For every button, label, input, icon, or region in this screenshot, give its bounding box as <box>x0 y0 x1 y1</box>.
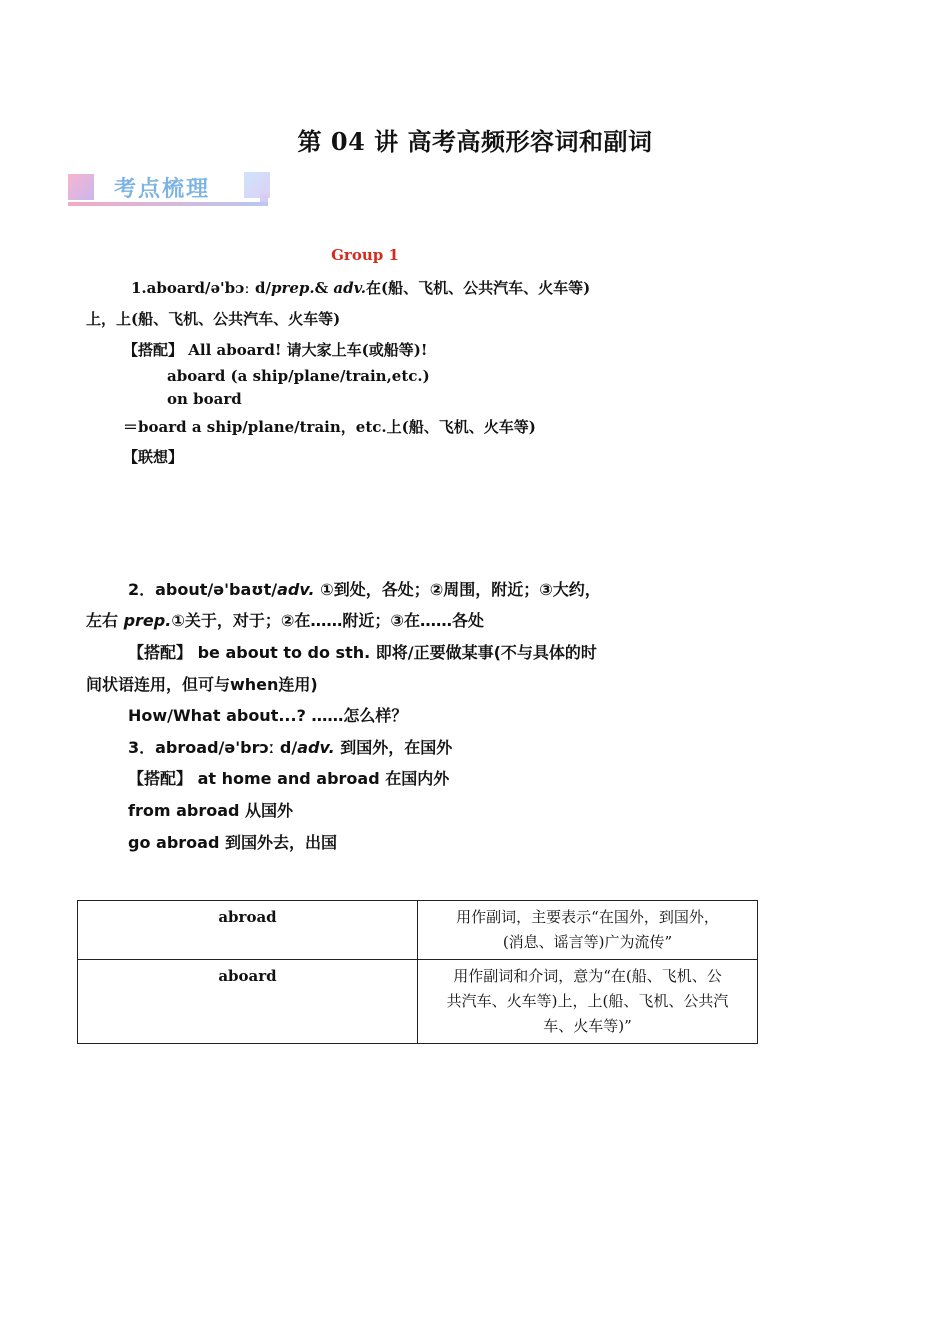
table-row <box>78 901 758 960</box>
group-heading: Group 1 <box>331 246 399 264</box>
banner-decoration-dot <box>260 194 268 202</box>
entry-aboard-association: 【联想】 <box>123 448 184 466</box>
entry-about-collocation: 【搭配】 be about to do sth. 即将/正要做某事(不与具体的时 <box>128 643 597 662</box>
entry-about-collocation-cont: 间状语连用，但可与when连用) <box>86 675 318 694</box>
entry-about-headword: 2．about/ə'baʊt/adv. ①到处，各处；②周围，附近；③大约， <box>128 580 601 599</box>
entry-about-phrase: How/What about...? ……怎么样？ <box>128 706 408 725</box>
entry-aboard-equivalent: ＝board a ship/plane/train，etc.上(船、飞机、火车等) <box>123 418 536 436</box>
entry-abroad-phrase: go abroad 到国外去，出国 <box>128 833 337 852</box>
entry-abroad-phrase: from abroad 从国外 <box>128 801 294 820</box>
banner-decoration-left <box>68 174 94 200</box>
comparison-table <box>77 900 758 1044</box>
entry-aboard-definition-cont: 上，上(船、飞机、公共汽车、火车等) <box>86 310 341 328</box>
table-cell-word: abroad <box>78 901 418 960</box>
section-banner <box>66 170 276 210</box>
entry-abroad-headword: 3．abroad/ə'brɔː d/adv. 到国外，在国外 <box>128 738 453 757</box>
entry-aboard-collocation: 【搭配】 All aboard! 请大家上车(或船等)! <box>123 341 428 359</box>
entry-aboard-headword: 1.aboard/ə'bɔː d/prep.& adv.在(船、飞机、公共汽车、火车等) <box>131 279 591 297</box>
banner-label: 考点梳理 <box>114 177 211 202</box>
table-row <box>78 960 758 1044</box>
table-cell-word: aboard <box>78 960 418 1044</box>
entry-aboard-phrase: on board <box>167 390 242 408</box>
table-cell-meaning: 用作副词，主要表示“在国外，到国外， (消息、谣言等)广为流传” <box>418 901 758 960</box>
entry-about-prep: 左右 prep.①关于，对于；②在……附近；③在……各处 <box>86 611 484 630</box>
entry-abroad-collocation: 【搭配】 at home and abroad 在国内外 <box>128 769 450 788</box>
entry-aboard-phrase: aboard (a ship/plane/train,etc.) <box>167 367 430 385</box>
page-title: 第 04 讲 高考高频形容词和副词 <box>297 127 653 156</box>
table-cell-meaning: 用作副词和介词，意为“在(船、飞机、公 共汽车、火车等)上，上(船、飞机、公共汽 车、火车等)” <box>418 960 758 1044</box>
